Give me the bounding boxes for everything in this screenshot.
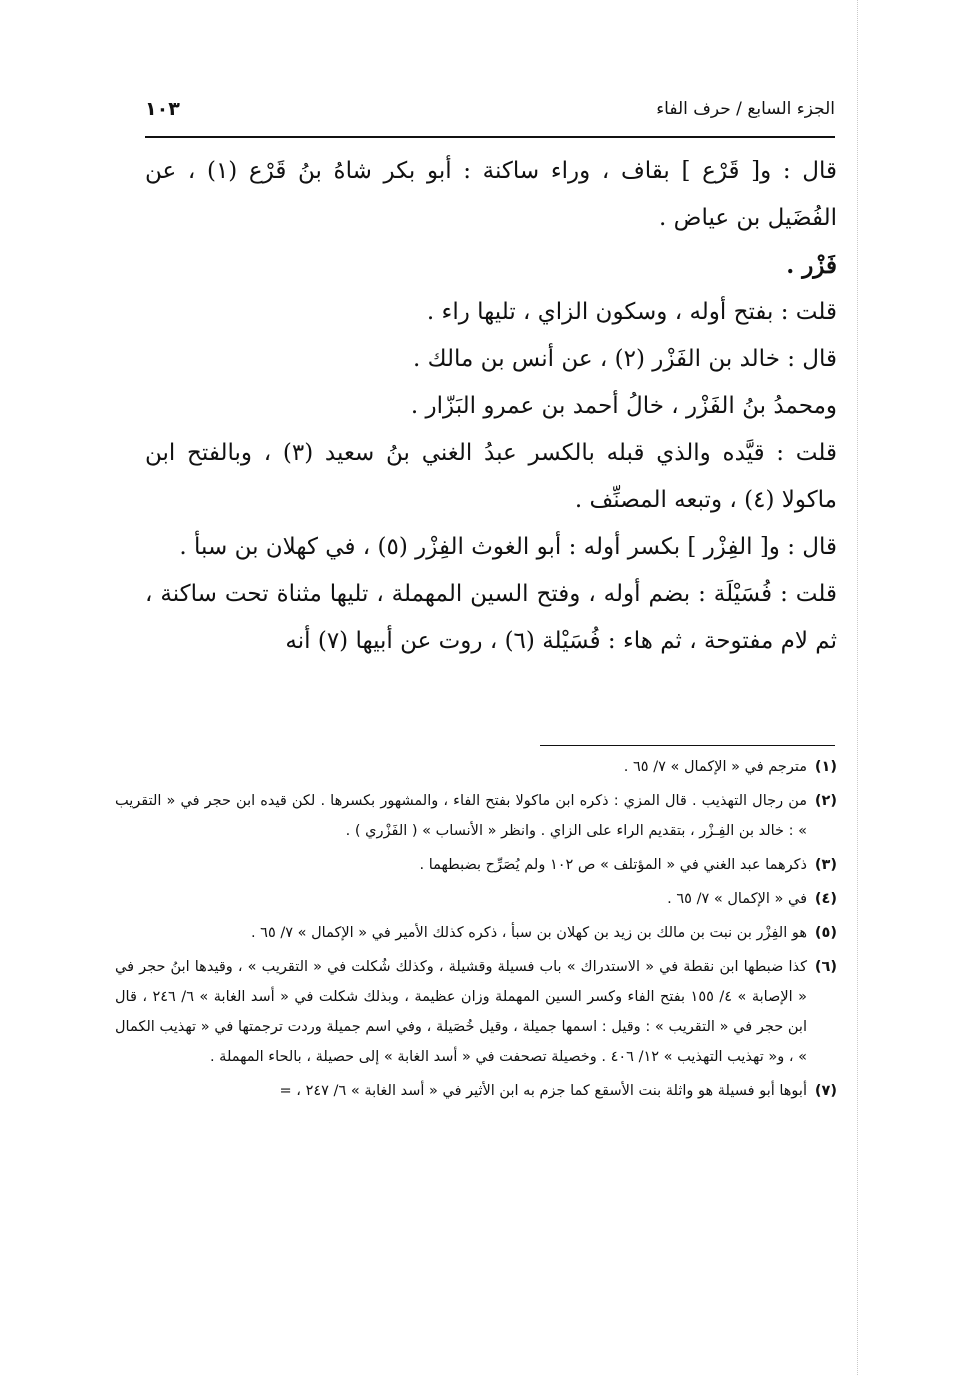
paragraph-al-fizr: قال : و[ الفِزْر ] بكسر أوله : أبو الغوث الفِزْر (٥) ، في كهلان بن سبأ . [179, 534, 837, 560]
footnote-text: هو الفِزْر بن نبت بن مالك بن زيد بن كهلان بن سبأ ، ذكره كذلك الأمير في « الإكمال » ٧/ ٦٥ . [250, 925, 807, 941]
footnote-number: (٣) [814, 857, 837, 873]
page-number: ١٠٣ [145, 98, 180, 120]
footnote-text: ذكرهما عبد الغني في « المؤتلف » ص ١٠٢ ولم يُصَرِّح بضبطهما . [419, 857, 807, 873]
footnote-number: (١) [814, 759, 837, 775]
footnotes [115, 752, 837, 1110]
paragraph-qayyadahu: قلت : قيَّده والذي قبله بالكسر عبدُ الغني بنُ سعيد (٣) ، وبالفتح ابن ماكولا (٤) ، وتبعه المصنِّف . [145, 440, 837, 513]
paragraph-muhammad-ibn-al-fazr: ومحمدُ بنُ الفَزْر ، خالُ أحمد بن عمرو البَزّار . [410, 393, 837, 419]
header-rule [145, 136, 835, 138]
footnote-text: من رجال التهذيب . قال المزي : ذكره ابن ماكولا بفتح الفاء ، والمشهور بكسرها . لكن قيده ابن حجر في « التقريب » : خالد بن الفِـزْر ، بتقديم الراء على الزاي . وانظر « الأنساب » ( الفَزْري ) . [115, 793, 807, 839]
footnote-text: في « الإكمال » ٧/ ٦٥ . [667, 891, 807, 907]
paragraph-fusayla: قلت : فُسَيْلَة : بضم أوله ، وفتح السين المهملة ، تليها مثناة تحت ساكنة ، ثم لام مفتوحة ، ثم هاء : فُسَيْلة (٦) ، روت عن أبيها (٧) أنه [145, 581, 837, 654]
footnote-number: (٢) [814, 793, 837, 809]
footnote [115, 1076, 837, 1106]
footnote [115, 786, 837, 846]
main-text [145, 148, 837, 665]
paragraph-khalid-ibn-al-fazr: قال : خالد بن الفَزْر (٢) ، عن أنس بن مالك . [413, 346, 837, 372]
footnote [115, 752, 837, 782]
running-title: الجزء السابع / حرف الفاء [656, 99, 835, 119]
footnote [115, 952, 837, 1072]
page-header [145, 92, 835, 126]
footnote-rule [540, 745, 835, 746]
entry-heading-fazr: فَزْر . [786, 252, 837, 279]
footnote-text: مترجم في « الإكمال » ٧/ ٦٥ . [623, 759, 807, 775]
footnote-number: (٧) [814, 1083, 837, 1099]
footnote-text: كذا ضبطها ابن نقطة في « الاستدراك » باب فسيلة وقشيلة ، وكذلك شُكلت في « التقريب » ، وقيدها ابنُ حجر في « الإصابة » ٤/ ١٥٥ بفتح الفاء وكسر السين المهملة وزان عظيمة ، وبذلك شكلت في « أسد الغابة » ٦/ ٢٤٦ ، قال ابن حجر في « التقريب » : وقيل : اسمها جميلة ، وقيل خُصَيلة ، وفي اسم جميلة وردت ترجمتها في « تهذيب الكمال » ، و« تهذيب التهذيب » ١٢/ ٤٠٦ . وخصيلة تصحفت في « أسد الغابة » إلى حصيلة ، بالحاء المهملة . [115, 959, 807, 1065]
paragraph-fazr-vocalization: قلت : بفتح أوله ، وسكون الزاي ، تليها راء . [426, 299, 837, 325]
footnote-number: (٦) [814, 959, 837, 975]
footnote [115, 850, 837, 880]
paragraph-qar: قال : و[ قَرْع ] بقاف ، وراء ساكنة : أبو بكر شاهُ بنُ قَرْع (١) ، عن الفُضَيل بن عياض . [145, 158, 837, 231]
footnote-number: (٤) [814, 891, 837, 907]
footnote-number: (٥) [814, 925, 837, 941]
footnote [115, 918, 837, 948]
footnote-text: أبوها أبو فسيلة هو واثلة بنت الأسقع كما جزم به ابن الأثير في « أسد الغابة » ٦/ ٢٤٧ ، = [279, 1083, 807, 1099]
footnote [115, 884, 837, 914]
scan-edge-marks [857, 0, 860, 1375]
